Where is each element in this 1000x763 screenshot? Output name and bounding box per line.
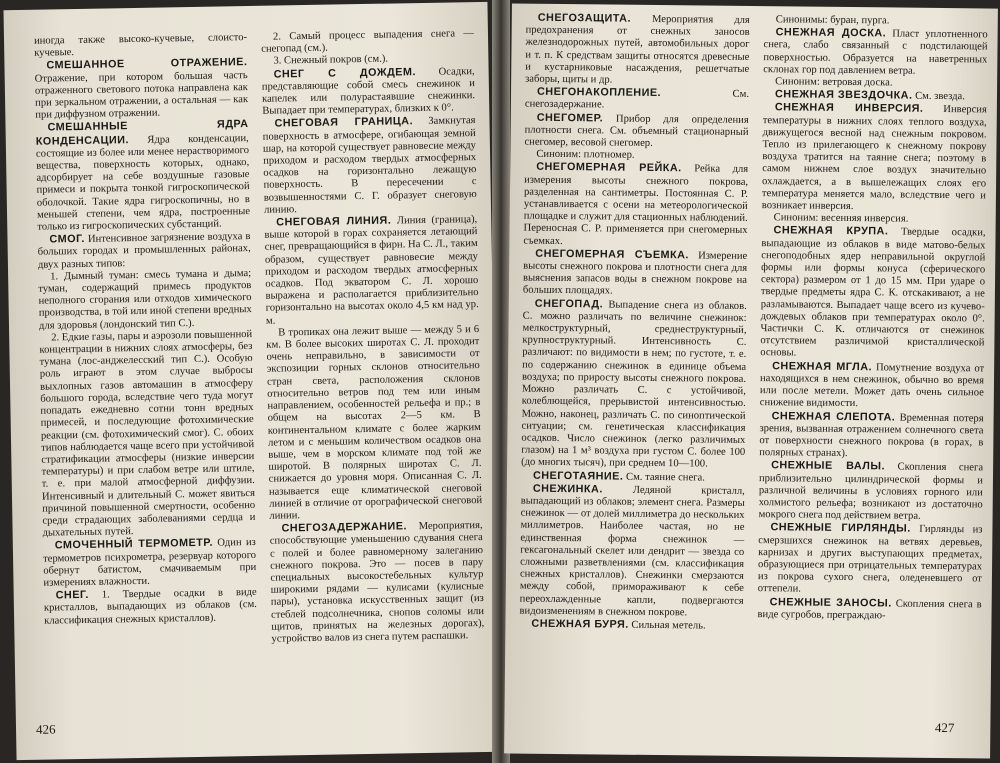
dictionary-entry	[759, 410, 984, 462]
entry-text: Сильная метель.	[631, 619, 706, 632]
entry-text: Линия (граница), выше которой в горах сохраняется летающий снег, превращающийся в фирн. На С. Л., таким образом, существует равновесие между приходом и расходом твердых атмосферных осадков. Под экватором С. Л. хорошо выражена и располагается приблизительно горизонтально на высотах около 4,5 км над ур. м.	[264, 214, 479, 327]
entry-text: Замкнутая поверхность в атмосфере, огибающая земной шар, на которой существует равновесие между приходом и расходом твердых атмосферных осадков на горизонтально лежащую поверхность. В пересечении с возвышенностями С. Г. образует снеговую линию.	[262, 115, 477, 216]
dictionary-entry	[264, 213, 479, 328]
entry-headword: СНЕЖНАЯ СЛЕПОТА.	[771, 409, 896, 424]
entry-text: 2. Самый процесс выпадения снега — снегопад (см.).	[261, 28, 475, 55]
dictionary-entry	[38, 268, 252, 333]
dictionary-entry	[37, 230, 251, 271]
dictionary-entry	[759, 459, 984, 523]
dictionary-entry	[757, 596, 981, 624]
entry-headword: СМЕШАННЫЕ ЯДРА КОНДЕНСАЦИИ.	[35, 118, 249, 148]
entry-headword: СНЕЖНАЯ БУРЯ.	[531, 617, 629, 631]
entry-headword: СНЕГОМЕРНАЯ СЪЕМКА.	[535, 247, 690, 262]
entry-text: Синоним: весенняя инверсия.	[773, 212, 909, 225]
right-page-column-1	[519, 12, 750, 690]
page-number-left: 426	[35, 721, 56, 737]
entry-text: См. снегозадержание.	[524, 89, 750, 111]
entry-text: Рейка для измерения высоты снежного покрова, разделенная на сантиметры. Постоянная С. Р. устанавливается с осени на метеорологической площадке и служит для стационных наблюдений. Переносная С. Р. применяется при снегомерных съемках.	[523, 163, 749, 247]
entry-text: Мероприятия для предохранения от снежных заносов железнодорожных путей, автомобильных дорог и т. п. К средствам защиты относятся древесные и кустарниковые насаждения, решетчатые заборы, щиты и др.	[525, 13, 750, 86]
entry-text: Синонимы: буран, пурга.	[775, 14, 890, 27]
entry-headword: СНЕГОТАЯНИЕ.	[532, 469, 624, 483]
dictionary-entry	[39, 329, 256, 540]
entry-headword: СНЕЖНЫЕ ЗАНОСЫ.	[769, 595, 892, 610]
entry-text: Твердые осадки, выпадающие из облаков в виде матово-белых снегоподобных ядер неправильной округлой формы или формы конуса (сферического сектора) размером от 1 до 15 мм. При ударе о твердые предметы ядра С. К. отскакивают, а не разламываются. Выпадает чаще всего из кучево-дождевых облаков при температурах около 0°. Частички С. К. отличаются от снежинок отсутствием различимой кристаллической основы.	[760, 227, 986, 359]
entry-headword: СНЕГОМЕР.	[536, 111, 604, 125]
dictionary-entry	[762, 102, 987, 215]
dictionary-entry	[525, 86, 749, 114]
entry-headword: СНЕГОЗАДЕРЖАНИЕ.	[281, 520, 408, 535]
entry-text: Помутнение воздуха от находящихся в нем снежинок, обычно во время или после метели. Может дать очень сильное снижение видимости.	[759, 361, 985, 410]
right-page	[504, 3, 998, 758]
entry-text: 1. Дымный туман: смесь тумана и дыма; туман, содержащий примесь продуктов неполного сгорания или отходов химического производства, в той или иной степени вредных для здоровья (лондонский тип С.).	[38, 267, 252, 332]
entry-text: Интенсивное загрязнение воздуха в больших городах и промышленных районах, двух разных типов:	[37, 231, 251, 271]
entry-text: Синоним: плотномер.	[536, 148, 635, 162]
entry-text: Измерение высоты снежного покрова и плотности снега для выяснения запасов воды в снежном покрове на больших площадях.	[522, 250, 748, 298]
entry-text: Ледяной кристалл, выпадающий из облаков; элемент снега. Размеры снежинок — от долей миллиметра до нескольких миллиметров. Наиболее частая, но не единственная форма снежинок — гексагональный скелет или дендрит — звезда со сложными разветвлениями (см. классификация снежных кристаллов). Снежинки смерзаются между собой, примораживают к себе переохлажденные капли, подвергаются видоизменениям в снежном покрове.	[519, 484, 745, 619]
entry-headword: СНЕЖНАЯ ИНВЕРСИЯ.	[774, 101, 924, 116]
dictionary-entry	[521, 297, 747, 471]
entry-headword: СНЕЖНЫЕ ГИРЛЯНДЫ.	[770, 521, 911, 536]
entry-text: Осадки, представляющие собой смесь снежинок и капелек или полурастаявшие снежинки. Выпадает при температурах, близких к 0°.	[261, 65, 476, 117]
entry-headword: СНЕЖНЫЕ ВАЛЫ.	[771, 459, 886, 473]
entry-headword: СНЕГОВАЯ ЛИНИЯ.	[276, 214, 392, 229]
entry-text: иногда также высоко-кучевые, слоисто-кучевые.	[33, 32, 248, 59]
dictionary-entry	[523, 161, 748, 250]
left-page-column-2	[261, 28, 486, 708]
dictionary-entry	[43, 536, 257, 590]
entry-text: Скопления снега в виде сугробов, преграждаю-	[757, 598, 982, 622]
entry-text: См. звезда.	[915, 90, 965, 103]
page-number-right: 427	[934, 719, 955, 736]
left-page-column-1	[34, 32, 259, 712]
entry-text: См. таяние снега.	[625, 471, 705, 484]
dictionary-entry	[760, 360, 985, 412]
entry-headword: СМОГ.	[49, 233, 85, 246]
entry-headword: СМЕШАННОЕ ОТРАЖЕНИЕ.	[46, 56, 248, 72]
entry-text: Прибор для определения плотности снега. См. объемный стационарный снегомер, весовой снегомер.	[524, 113, 749, 149]
entry-text: Ядра конденсации, состоящие из более или менее нерастворимого вещества, поверхность которых, однако, адсорбирует на себе воздушные газовые примеси и покрыта тонкой гигроскопической оболочкой. Такие ядра гигроскопичны, но в меньшей степени, чем ядра, построенные только из гигроскопических субстанций.	[35, 132, 251, 233]
dictionary-entry	[763, 26, 988, 78]
right-page-column-2	[757, 14, 988, 692]
dictionary-entry	[35, 118, 250, 234]
entry-text: Синоним: ветровая доска.	[775, 76, 893, 89]
entry-text: 3. Снежный покров (см.).	[273, 53, 389, 67]
dictionary-entry	[266, 324, 482, 523]
dictionary-entry	[261, 28, 474, 56]
dictionary-entry	[523, 247, 748, 299]
entry-headword: СНЕГОЗАЩИТА.	[537, 11, 632, 25]
entry-headword: СНЕЖНАЯ ДОСКА.	[775, 26, 887, 40]
entry-headword: СНЕГ.	[55, 589, 89, 602]
entry-headword: СМОЧЕННЫЙ ТЕРМОМЕТР.	[54, 537, 214, 552]
dictionary-entry	[34, 56, 248, 122]
entry-text: 1. Твердые осадки в виде кристаллов, выпадающих из облаков (см. классификация снежных кристаллов).	[43, 587, 258, 627]
dictionary-entry	[34, 32, 247, 60]
entry-headword: СНЕЖНАЯ ЗВЕЗДОЧКА.	[774, 88, 913, 102]
dictionary-entry	[520, 482, 745, 620]
entry-text: Временная потеря зрения, вызванная отражением солнечного света от поверхности снежного покрова (в горах, в полярных странах).	[759, 412, 984, 460]
entry-text: Отражение, при котором большая часть отраженного светового потока направлена как при зеркальном отражении, а остальная — как при диффузном отражении.	[34, 69, 249, 121]
left-page	[3, 2, 500, 760]
entry-headword: СНЕГОНАКОПЛЕНИЕ.	[536, 85, 662, 100]
entry-text: Скопления снега приблизительно цилиндрической формы и различной величины в условиях горного или холмистого рельефа; возникают из достаточно мокрого снега под действием ветра.	[758, 461, 984, 522]
entry-text: Выпадение снега из облаков. С. можно различать по величине снежинок: мелкоструктурный, среднеструктурный, крупноструктурный. Интенсивность С. различают: по видимости в нем; по густоте, т. е. по содержанию снежинок в единице объема воздуха; по приросту высоты снежного покрова. Можно различать С. с устойчивой, колеблющейся, прерывистой интенсивностью. Можно, наконец, различать С. по синоптической ситуации; см. генетическая классификация осадков. Число снежинок (легко различимых глазом) на 1 м³ воздуха при густом С. более 100 (до многих тысяч), при среднем 10—100.	[521, 299, 747, 470]
entry-text: Гирлянды из смерзшихся снежинок на ветвях деревьев, карнизах и других выступающих предметах, образующиеся при отрицательных температурах из покрова сухого снега, оледеневшего от оттепели.	[757, 524, 983, 595]
entry-text: Пласт уплотненного снега, слабо связанный с подстилающей поверхностью. Образуется на наветренных склонах гор под давлением ветра.	[763, 28, 988, 77]
entry-headword: СНЕГОМЕРНАЯ РЕЙКА.	[536, 161, 682, 175]
entry-headword: СНЕЖНАЯ МГЛА.	[772, 359, 873, 373]
entry-text: Один из термометров психрометра, резервуар которого обернут батистом, смачиваемым при измерениях влажности.	[42, 537, 257, 589]
entry-text: Мероприятия, способствующие уменьшению сдувания снега с полей и более равномерному залеганию снежного покрова. Это — посев в пару специальных высокостебельных культур широкими рядами — кулисами (кулисные пары), установка искусственных защит (из стеблей подсолнечника, снопов соломы или щитов, принятых на железных дорогах), устройство валов из снега путем распашки.	[269, 520, 485, 645]
dictionary-entry	[758, 521, 983, 598]
dictionary-entry	[525, 12, 750, 89]
entry-headword: СНЕЖНАЯ КРУПА.	[773, 224, 889, 238]
entry-text: В тропиках она лежит выше — между 5 и 6 км. В более высоких широтах С. Л. проходит очень неправильно, в зависимости от экспозиции горных склонов относительно стран света, расположения склонов относительно ветров под тем или иным направлением, особенностей рельефа и пр.; в общем на высотах 2—5 км. В континентальном климате с более жарким летом и с меньшим количеством осадков она выше, чем в морском климате под той же широтой. В полярных широтах С. Л. снижается до уровня моря. Описанная С. Л. называется еще климатической снеговой линией в отличие от орографической снеговой линии.	[266, 323, 483, 522]
entry-headword: СНЕЖИНКА.	[532, 482, 603, 496]
dictionary-entry	[524, 111, 748, 151]
entry-headword: СНЕГОПАД.	[534, 297, 604, 311]
dictionary-entry	[269, 519, 484, 646]
dictionary-entry	[519, 618, 743, 634]
entry-text: 2. Едкие газы, пары и аэрозоли повышенной концентрации в нижних слоях атмосферы, без тумана (лос-анджелесский тип С.). Особую роль играют в этом случае выбросы выхлопных газов автомашин в атмосферу большого города, вследствие чего туда могут попадать ежедневно сотни тонн вредных примесей, и последующие фотохимические реакции (см. фотохимический смог). С. обоих типов наблюдается чаще всего при устойчивой стратификации атмосферы (низкие инверсии температуры) и при слабом ветре или штиле, т. е. при малой атмосферной диффузии. Интенсивный и длительный С. может явиться причиной повышенной смертности, особенно среди страдающих заболеваниями сердца и дыхательных путей.	[39, 328, 256, 539]
entry-headword: СНЕГОВАЯ ГРАНИЦА.	[274, 115, 414, 130]
dictionary-entry	[262, 114, 477, 216]
dictionary-entry	[262, 65, 476, 119]
dictionary-entry	[760, 225, 985, 363]
dictionary-entry	[44, 586, 258, 627]
entry-text: Инверсия температуры в нижних слоях теплого воздуха, движущегося весной над снежным покровом. Тепло из прилегающего к снежному покрову воздуха тратится на таяние снега; поэтому в самом нижнем слое воздух значительно охлаждается, а в вышележащих слоях его температура меняется мало, вследствие чего и возникает инверсия.	[761, 104, 987, 213]
entry-headword: СНЕГ С ДОЖДЕМ.	[273, 65, 417, 81]
